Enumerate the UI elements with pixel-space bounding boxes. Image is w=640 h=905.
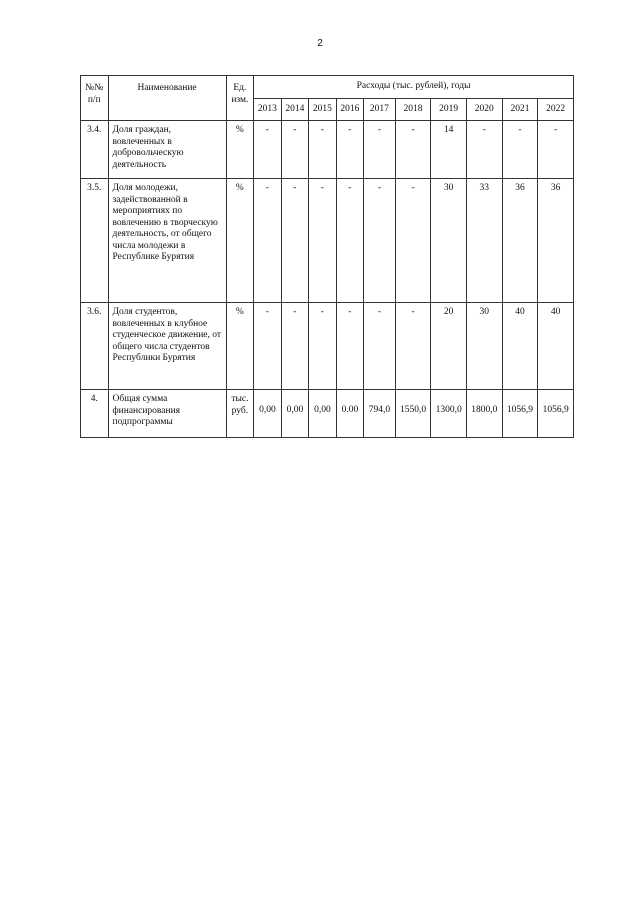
row-value: 30 [431,179,467,303]
row-value [538,390,574,438]
row-value: - [281,121,309,179]
row-value: 36 [538,179,574,303]
row-value: - [395,121,431,179]
table-row [81,303,574,390]
row-value: 14 [431,121,467,179]
table-row [81,121,574,179]
header-year: 2016 [336,99,364,121]
row-value [254,390,282,438]
header-year: 2020 [466,99,502,121]
row-value-text: 0.00 [341,405,359,415]
row-number: 4. [81,390,109,438]
row-value: - [336,303,364,390]
row-value-text: 1550,0 [399,405,427,415]
row-value [502,390,538,438]
row-value-text: 794,0 [368,405,391,415]
table-header-row [81,76,574,99]
row-unit: % [226,303,254,390]
row-name: Доля студентов, вовлеченных в клубное студенческое движение, от общего числа студентов Республики Бурятия [108,303,226,390]
row-value: - [466,121,502,179]
row-name: Общая сумма финансирования подпрограммы [108,390,226,438]
row-value [431,390,467,438]
row-number: 3.5. [81,179,109,303]
row-value-text: 0,00 [314,405,331,415]
row-value: - [309,179,337,303]
table-row-total [81,390,574,438]
header-year: 2019 [431,99,467,121]
header-year: 2018 [395,99,431,121]
header-year: 2017 [364,99,396,121]
header-year: 2021 [502,99,538,121]
row-value: 40 [538,303,574,390]
row-value: - [254,121,282,179]
header-year: 2015 [309,99,337,121]
row-value [466,390,502,438]
row-value: - [281,303,309,390]
row-value: - [336,179,364,303]
row-value-text: 1056,9 [506,405,533,415]
row-value: - [309,303,337,390]
row-value: 33 [466,179,502,303]
row-value-text: 0,00 [259,405,276,415]
row-value-text: 1056,9 [542,405,569,415]
row-value: - [502,121,538,179]
row-value: - [281,179,309,303]
header-expenses: Расходы (тыс. рублей), годы [254,76,574,99]
row-value: 36 [502,179,538,303]
row-name: Доля молодежи, задействованной в мероприятиях по вовлечению в творческую деятельность, от общего числа молодежи в Республике Бурятия [108,179,226,303]
row-value: - [364,179,396,303]
table-row [81,179,574,303]
header-year: 2014 [281,99,309,121]
row-value [364,390,396,438]
header-name: Наименование [108,76,226,121]
row-value: 20 [431,303,467,390]
row-number: 3.4. [81,121,109,179]
row-value [281,390,309,438]
row-value: - [538,121,574,179]
row-value: - [309,121,337,179]
row-unit: % [226,121,254,179]
row-value-text: 1800,0 [471,405,498,415]
row-value: - [336,121,364,179]
row-unit: % [226,179,254,303]
row-value: - [364,303,396,390]
header-num: №№ п/п [81,76,109,121]
row-value-text: 0,00 [286,405,304,415]
page-number: 2 [317,38,323,49]
row-value [395,390,431,438]
header-unit: Ед. изм. [226,76,254,121]
header-year: 2022 [538,99,574,121]
row-value [336,390,364,438]
row-value: - [395,303,431,390]
row-value: - [395,179,431,303]
row-value: - [364,121,396,179]
expenses-table [80,75,574,438]
row-value: - [254,179,282,303]
row-number: 3.6. [81,303,109,390]
row-name: Доля граждан, вовлеченных в добровольческую деятельность [108,121,226,179]
header-year: 2013 [254,99,282,121]
row-value: 30 [466,303,502,390]
row-value: 40 [502,303,538,390]
row-value: - [254,303,282,390]
row-unit: тыс. руб. [226,390,254,438]
row-value-text: 1300,0 [435,405,462,415]
row-value [309,390,337,438]
